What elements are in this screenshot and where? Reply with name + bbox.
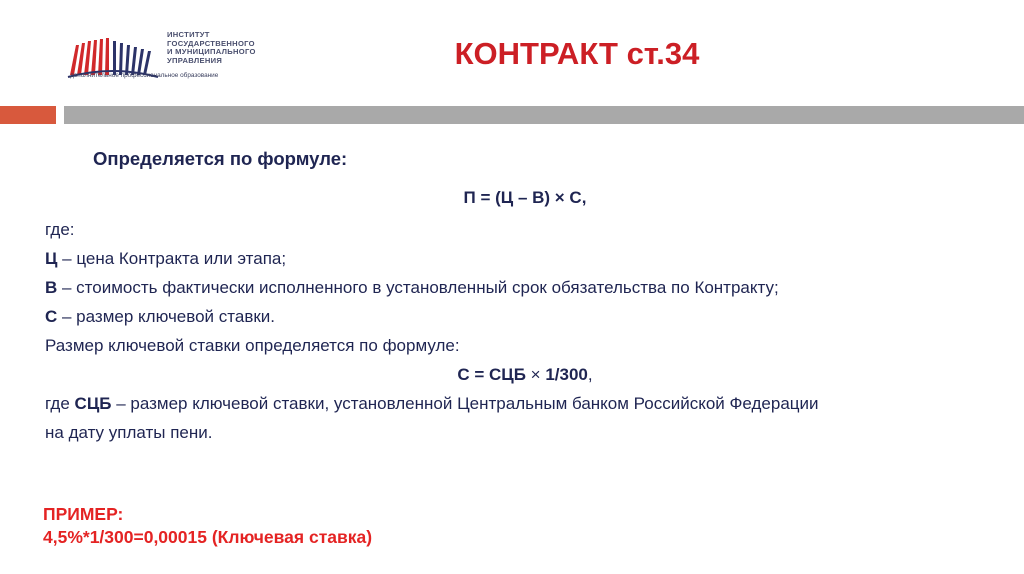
definition-text: – размер ключевой ставки, установленной Центральным банком Российской Федерации xyxy=(111,394,819,413)
logo-line: УПРАВЛЕНИЯ xyxy=(167,55,223,65)
definition-scb xyxy=(45,394,819,414)
formula-part: 1/300 xyxy=(540,365,588,384)
multiply-sign: × xyxy=(530,365,541,384)
example-calculation: 4,5%*1/300=0,00015 (Ключевая ставка) xyxy=(43,527,373,547)
definition-term: СЦБ xyxy=(74,394,112,413)
slide-title: КОНТРАКТ ст.34 xyxy=(454,36,700,71)
formula-penalty: П = (Ц – В) × С, xyxy=(463,188,587,207)
definition-term: С xyxy=(45,307,58,326)
formula-comma: , xyxy=(587,365,593,384)
definition-term: В xyxy=(45,278,58,297)
logo-line: И МУНИЦИПАЛЬНОГО xyxy=(167,47,256,57)
definition-text: – цена Контракта или этапа; xyxy=(57,249,287,268)
definition-scb-cont: на дату уплаты пени. xyxy=(45,423,213,442)
logo-subtitle: дополнительное профессиональное образование xyxy=(70,72,219,79)
definition-prefix: где xyxy=(45,394,75,413)
definition-text: – стоимость фактически исполненного в установленный срок обязательства по Контракту; xyxy=(57,278,779,297)
definition-term: Ц xyxy=(45,249,58,268)
formula-part: С = СЦБ xyxy=(457,365,531,384)
header-divider-bar xyxy=(64,106,1024,124)
where-label: где: xyxy=(45,220,75,239)
example-label: ПРИМЕР: xyxy=(43,504,124,524)
logo-line: ГОСУДАРСТВЕННОГО xyxy=(167,38,255,48)
rate-intro: Размер ключевой ставки определяется по формуле: xyxy=(45,336,460,355)
example-block xyxy=(43,503,372,549)
definition-v xyxy=(45,278,779,298)
logo-line: ИНСТИТУТ xyxy=(167,30,210,39)
formula-heading: Определяется по формуле: xyxy=(93,148,348,169)
formula-rate xyxy=(45,365,1005,385)
definition-c xyxy=(45,249,286,269)
definition-s xyxy=(45,307,275,327)
definition-text: – размер ключевой ставки. xyxy=(57,307,276,326)
header-accent-bar xyxy=(0,106,56,124)
